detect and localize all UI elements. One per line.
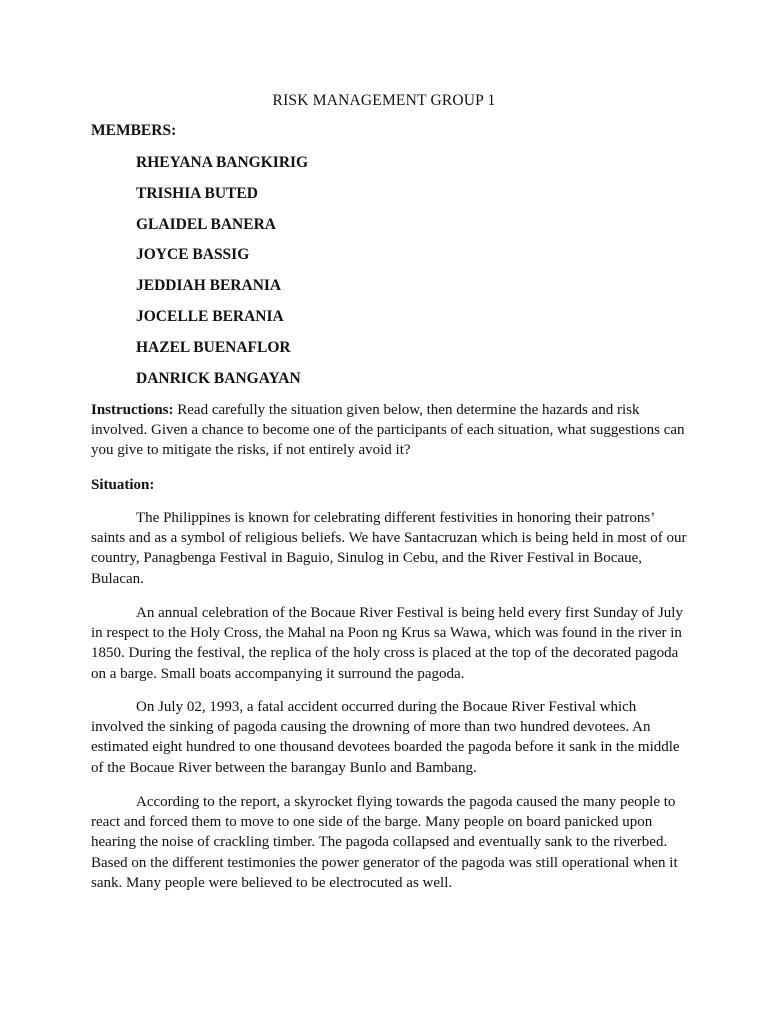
- member-name: JEDDIAH BERANIA: [136, 277, 282, 295]
- members-label: MEMBERS:: [91, 122, 177, 139]
- member-list: [136, 152, 308, 398]
- member-name: DANRICK BANGAYAN: [136, 369, 301, 387]
- situation-paragraph-2: An annual celebration of the Bocaue River Festival is being held every first Sunday of July in respect to the Holy Cross, the Mahal na Poon ng Krus sa Wawa, which was found in the river in 1850. During the festival, the replica of the holy cross is placed at the top of the decorated pagoda on a barge. Small boats accompanying it surround the pagoda.: [91, 605, 683, 682]
- document-title: RISK MANAGEMENT GROUP 1: [272, 92, 496, 109]
- member-name: JOYCE BASSIG: [136, 246, 250, 264]
- instructions-label: Instructions:: [91, 402, 174, 418]
- situation-label: Situation:: [91, 477, 155, 493]
- member-name: RHEYANA BANGKIRIG: [136, 154, 309, 171]
- situation-paragraph-1: The Philippines is known for celebrating different festivities in honoring their patrons’ saints and as a symbol of religious beliefs. We have Santacruzan which is being held in most of our country, Panagbenga Festival in Baguio, Sinulog in Cebu, and the River Festival in Bocaue, Bulacan.: [91, 510, 687, 587]
- instructions-text: Read carefully the situation given below, then determine the hazards and risk involved. Given a chance to become one of the participants of each situation, what suggestions can you give to mitigate the risks, if not entirely avoid it?: [91, 402, 685, 459]
- member-name: TRISHIA BUTED: [136, 184, 258, 202]
- member-name: GLAIDEL BANERA: [136, 215, 276, 233]
- instructions-paragraph: [91, 400, 691, 461]
- situation-paragraph-3: On July 02, 1993, a fatal accident occurred during the Bocaue River Festival which involved the sinking of pagoda causing the drowning of more than two hundred devotees. An estimated eight hundred to one thousand devotees boarded the pagoda before it sank in the middle of the Bocaue River between the barangay Bunlo and Bambang.: [91, 699, 680, 776]
- member-name: JOCELLE BERANIA: [136, 307, 284, 325]
- member-name: HAZEL BUENAFLOR: [136, 338, 291, 356]
- situation-paragraph-4: According to the report, a skyrocket flying towards the pagoda caused the many people to react and forced them to move to one side of the barge. Many people on board panicked upon hearing the noise of crackling timber. The pagoda collapsed and eventually sank to the riverbed. Based on the different testimonies the power generator of the pagoda was still operational when it sank. Many people were believed to be electrocuted as well.: [91, 794, 678, 891]
